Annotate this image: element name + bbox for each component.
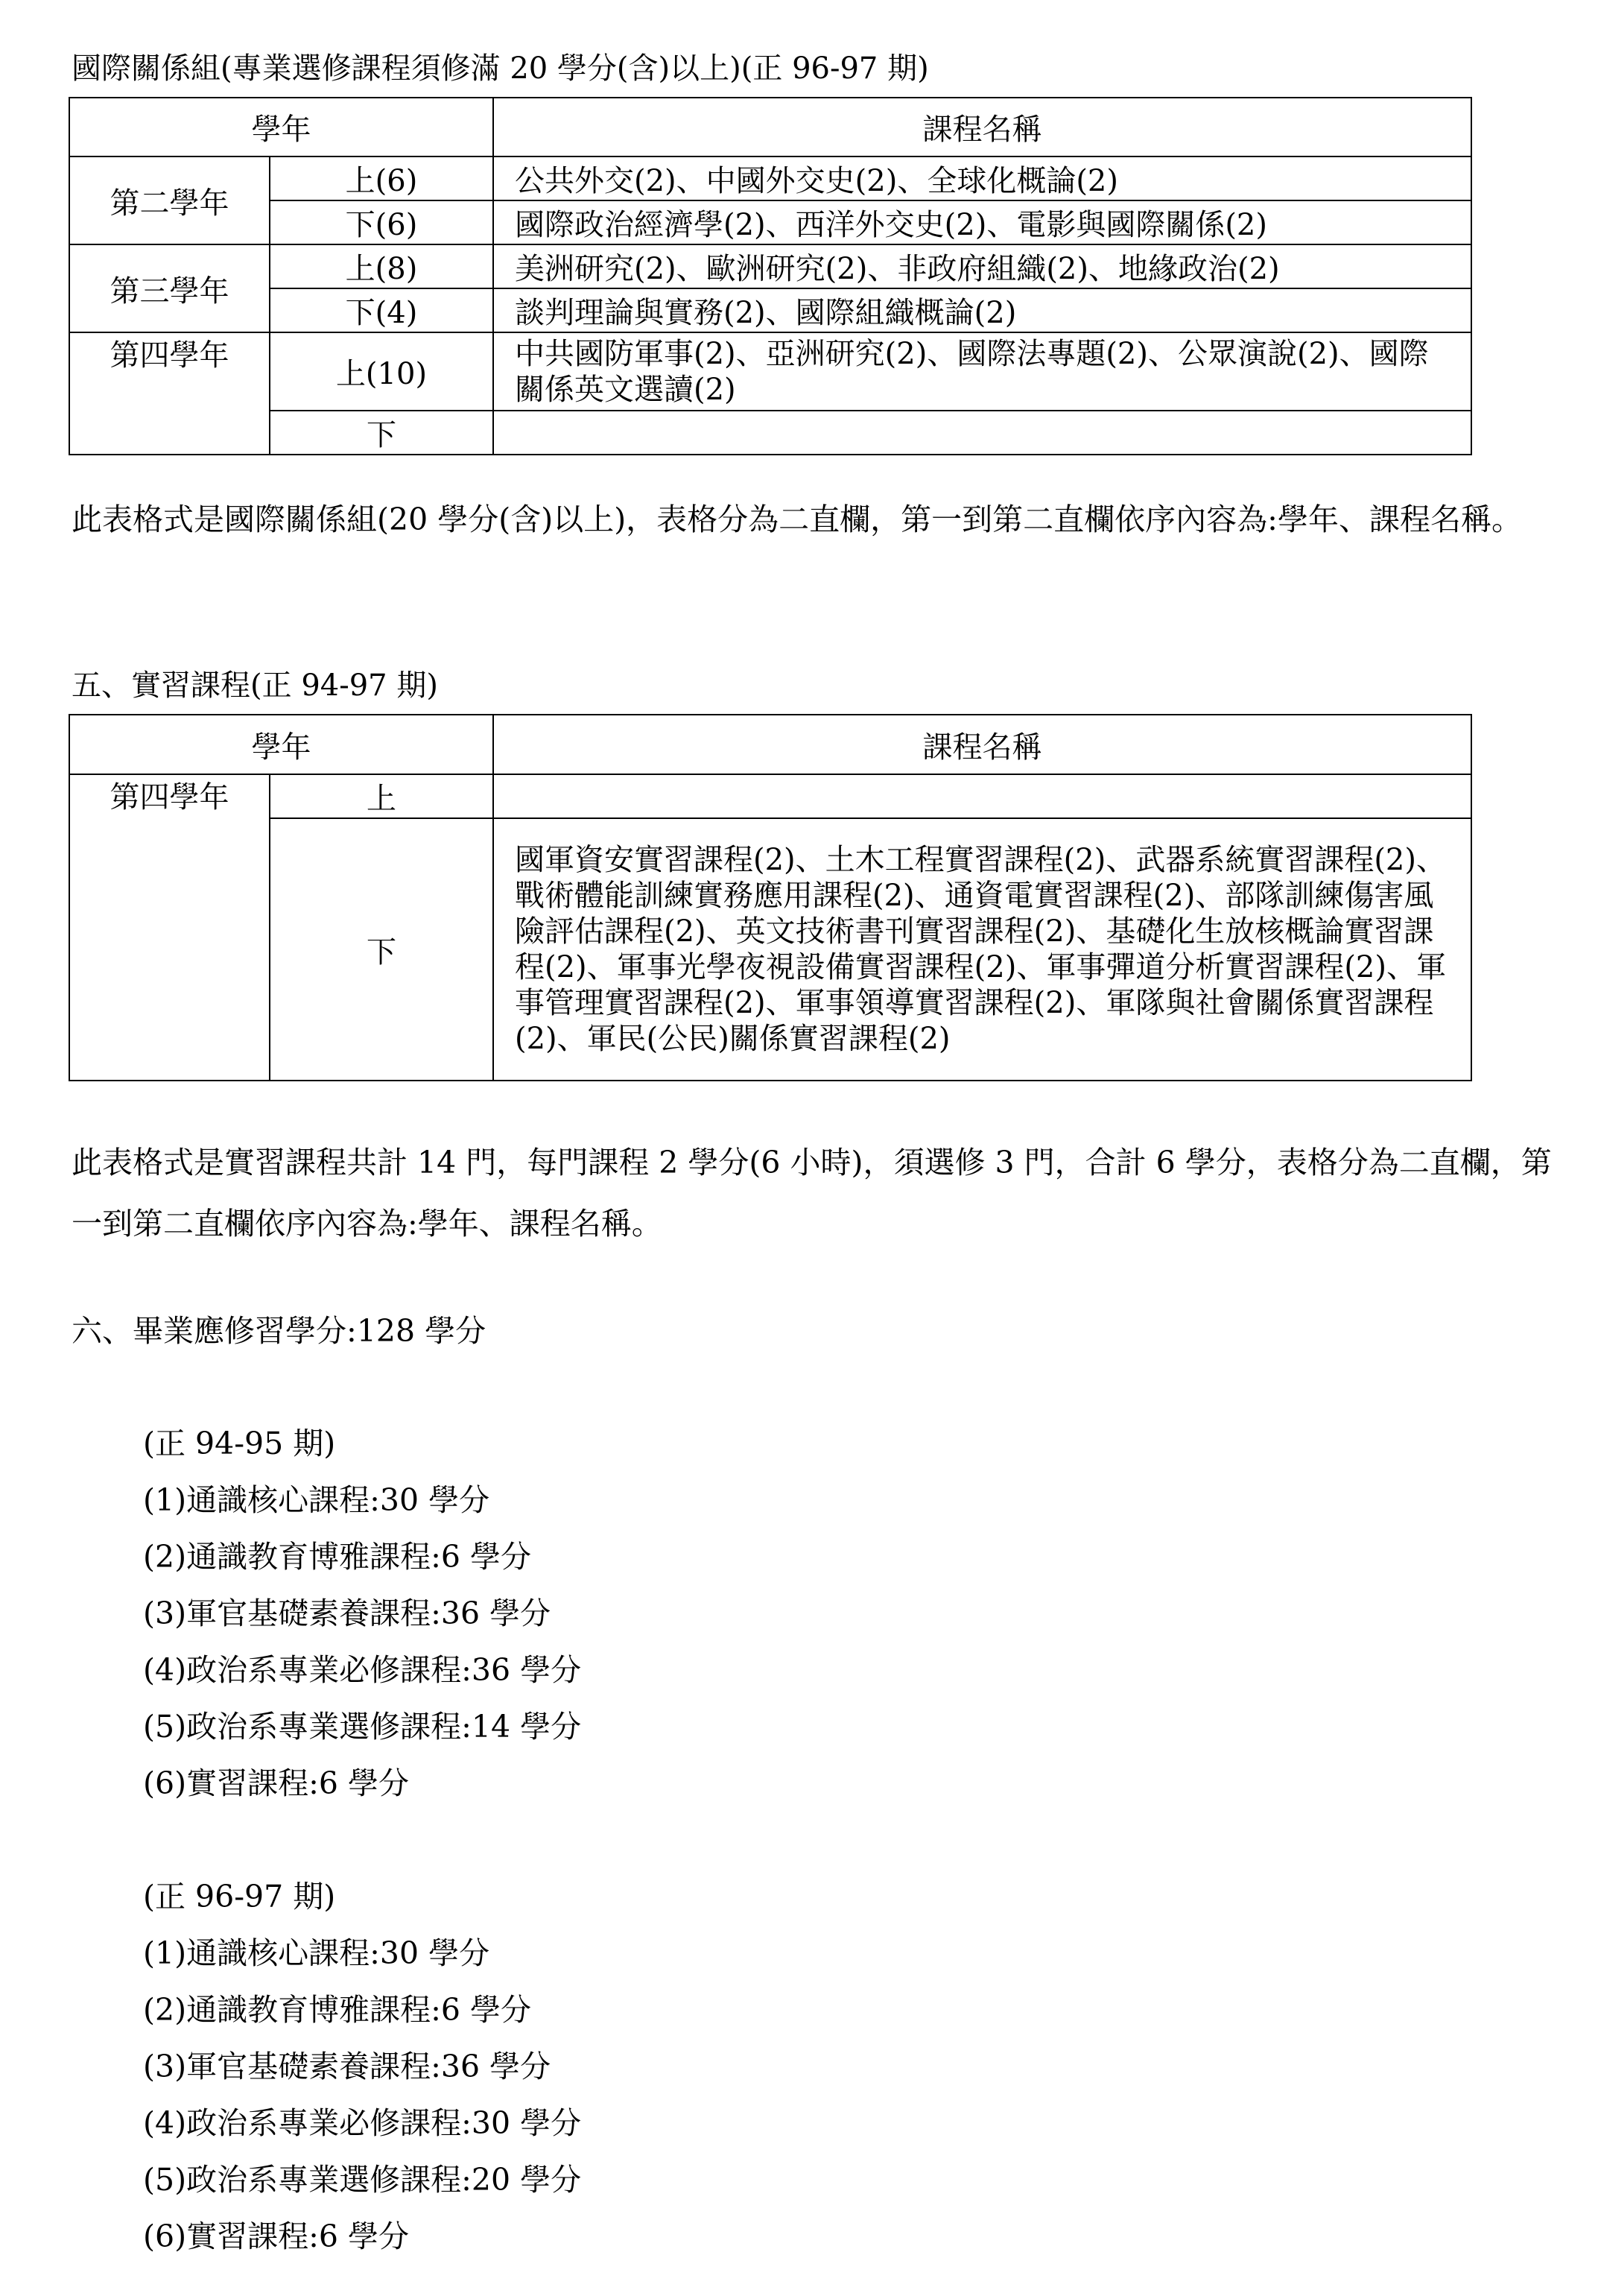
course-cell: 公共外交(2)、中國外交史(2)、全球化概論(2) xyxy=(493,156,1471,200)
course-cell: 談判理論與實務(2)、國際組織概論(2) xyxy=(493,288,1471,332)
credit-item: (3)軍官基礎素養課程:36 學分 xyxy=(143,1596,551,1631)
term-cell: 上(6) xyxy=(270,156,493,200)
term-cell: 下(4) xyxy=(270,288,493,332)
group-heading: (正 94-95 期) xyxy=(143,1426,336,1461)
year-text: 第四學年 xyxy=(110,780,229,815)
course-cell xyxy=(493,774,1471,818)
course-cell xyxy=(493,411,1471,455)
term-cell: 下 xyxy=(270,411,493,455)
year-cell xyxy=(69,774,270,1081)
credit-item: (2)通識教育博雅課程:6 學分 xyxy=(143,1539,532,1575)
term-cell: 下 xyxy=(270,818,493,1081)
course-cell: 美洲研究(2)、歐洲研究(2)、非政府組織(2)、地緣政治(2) xyxy=(493,244,1471,288)
credit-item: (1)通識核心課程:30 學分 xyxy=(143,1935,490,1971)
credit-item: (3)軍官基礎素養課程:36 學分 xyxy=(143,2049,551,2084)
header-year: 學年 xyxy=(69,98,493,156)
credit-item: (6)實習課程:6 學分 xyxy=(143,2218,410,2254)
course-cell: 國際政治經濟學(2)、西洋外交史(2)、電影與國際關係(2) xyxy=(493,200,1471,244)
section6-title: 六、畢業應修習學分:128 學分 xyxy=(72,1313,486,1349)
course-text: 中共國防軍事(2)、亞洲研究(2)、國際法專題(2)、公眾演說(2)、國際關係英文選讀(2) xyxy=(515,336,1429,407)
term-cell: 上(8) xyxy=(270,244,493,288)
header-year: 學年 xyxy=(69,715,493,774)
credit-item: (4)政治系專業必修課程:36 學分 xyxy=(143,1652,582,1688)
international-relations-course-table xyxy=(69,97,1472,455)
course-cell xyxy=(493,332,1471,411)
credit-item: (5)政治系專業選修課程:20 學分 xyxy=(143,2162,582,2198)
credit-item: (5)政治系專業選修課程:14 學分 xyxy=(143,1709,582,1745)
year-text: 第四學年 xyxy=(110,338,229,373)
table2-description: 此表格式是實習課程共計 14 門，每門課程 2 學分(6 小時)，須選修 3 門，合計 6 學分，表格分為二直欄，第一到第二直欄依序內容為:學年、課程名稱。 xyxy=(72,1145,1552,1242)
credit-item: (2)通識教育博雅課程:6 學分 xyxy=(143,1992,532,2028)
table1-caption: 國際關係組(專業選修課程須修滿 20 學分(含)以上)(正 96-97 期) xyxy=(72,51,929,86)
table2-caption: 五、實習課程(正 94-97 期) xyxy=(72,668,438,703)
course-cell xyxy=(493,818,1471,1081)
header-course: 課程名稱 xyxy=(493,98,1471,156)
term-cell: 上(10) xyxy=(270,332,493,411)
course-text: 國軍資安實習課程(2)、土木工程實習課程(2)、武器系統實習課程(2)、戰術體能訓練實務應用課程(2)、通資電實習課程(2)、部隊訓練傷害風險評估課程(2)、英文技術書刊實習課程(2)、基礎化生放核概論實習課程(2)、軍事光學夜視設備實習課程(2)、軍事彈道分析實習課程(2)、軍事管理實習課程(2)、軍事領導實習課程(2)、軍隊與社會關係實習課程(2)、軍民(公民)關係實習課程(2) xyxy=(515,843,1446,1056)
term-cell: 上 xyxy=(270,774,493,818)
credit-item: (4)政治系專業必修課程:30 學分 xyxy=(143,2105,582,2141)
year-cell: 第三學年 xyxy=(69,244,270,332)
group-heading: (正 96-97 期) xyxy=(143,1879,336,1914)
credit-item: (1)通識核心課程:30 學分 xyxy=(143,1482,490,1518)
year-cell: 第二學年 xyxy=(69,156,270,244)
term-cell: 下(6) xyxy=(270,200,493,244)
year-cell xyxy=(69,332,270,455)
table1-description: 此表格式是國際關係組(20 學分(含)以上)，表格分為二直欄，第一到第二直欄依序內容為:學年、課程名稱。 xyxy=(72,502,1522,537)
header-course: 課程名稱 xyxy=(493,715,1471,774)
credit-item: (6)實習課程:6 學分 xyxy=(143,1765,410,1801)
internship-course-table xyxy=(69,714,1472,1081)
